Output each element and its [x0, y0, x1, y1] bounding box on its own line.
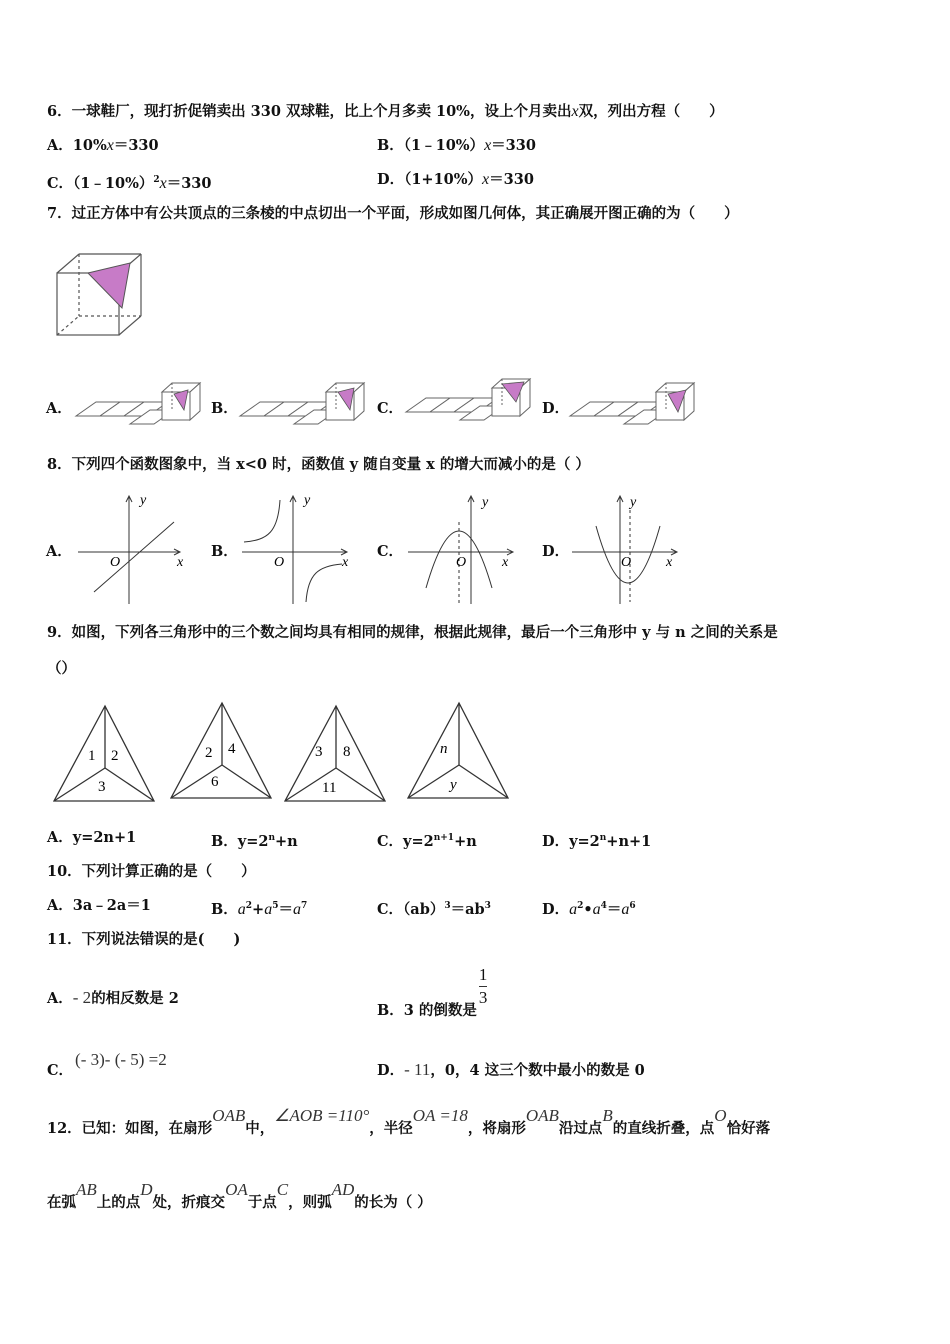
q7-option-b[interactable]: B． — [211, 400, 238, 417]
q10-stem: 10．下列计算正确的是（ ） — [47, 863, 256, 880]
q7-option-c[interactable]: C． — [377, 400, 404, 417]
q9-t3-right: 8 — [343, 744, 351, 760]
q9-t4-left: n — [440, 741, 448, 757]
q9-t1-left: 1 — [88, 748, 96, 764]
q8-option-c[interactable]: C． — [377, 543, 404, 560]
q8-graph-a — [74, 492, 194, 607]
q11-option-a[interactable]: A．- 2的相反数是 2 — [47, 988, 179, 1007]
q8-d-origin: O — [621, 555, 632, 570]
q9-t3-bottom: 11 — [322, 780, 337, 796]
q8-option-a[interactable]: A． — [46, 543, 72, 560]
q7-option-d[interactable]: D． — [542, 400, 570, 417]
q8-b-origin: O — [274, 555, 285, 570]
q8-graph-c — [404, 492, 524, 607]
q6-stem: 6．一球鞋厂，现打折促销卖出 330 双球鞋，比上个月多卖 10%，设上个月卖出x双，列出方程（ ） — [47, 103, 724, 120]
q12-stem-line1: 12．已知：如图，在扇形OAB中，∠AOB =110°，半径OA =18，将扇形OAB沿过点B的直线折叠，点O恰好落 — [47, 1106, 771, 1137]
q9-t3-left: 3 — [315, 744, 323, 760]
q8-c-x-label: x — [502, 555, 509, 570]
q10-option-a[interactable]: A．3a﹣2a＝1 — [47, 897, 151, 914]
q6-option-c[interactable]: C．（1﹣10%）$^2$x＝330 — [47, 175, 212, 192]
q9-t2-left: 2 — [205, 745, 213, 761]
q7-net-d — [568, 380, 698, 435]
q6-option-a[interactable]: A．10%x＝330 — [47, 137, 159, 154]
q7-net-c — [404, 376, 534, 431]
q9-triangle-4 — [404, 697, 514, 807]
q9-t1-bottom: 3 — [98, 779, 106, 795]
q6-option-b[interactable]: B．（1﹣10%）x＝330 — [377, 137, 536, 154]
q12-stem-line2: 在弧AB上的点D处，折痕交OA于点C，则弧AD的长为（ ） — [47, 1180, 432, 1211]
q11-option-b[interactable]: B．3 的倒数是 $\frac{1}{3}$ — [377, 965, 488, 1019]
q7-net-a — [74, 380, 204, 435]
q9-t2-bottom: 6 — [211, 774, 219, 790]
q11-option-d[interactable]: D．- 11，0，4 这三个数中最小的数是 0 — [377, 1060, 645, 1079]
q8-b-y-label: y — [304, 493, 311, 508]
q9-triangle-1 — [50, 700, 160, 810]
q9-t2-right: 4 — [228, 741, 236, 757]
q6-option-d[interactable]: D．（1+10%）x＝330 — [377, 171, 534, 188]
q8-c-y-label: y — [482, 495, 489, 510]
q11-option-c[interactable]: C．(- 3)- (- 5) =2 — [47, 1050, 167, 1079]
q8-a-y-label: y — [140, 493, 147, 508]
q9-triangle-3 — [281, 700, 391, 810]
q9-triangle-2 — [167, 697, 277, 807]
q9-option-d[interactable]: D．$y=2^n+n+1$ — [542, 833, 652, 850]
q10-option-d[interactable]: D．$a^2•a^4=a^6$ — [542, 901, 636, 918]
q8-a-x-label: x — [177, 555, 184, 570]
q8-d-y-label: y — [630, 495, 637, 510]
q8-b-x-label: x — [342, 555, 349, 570]
q9-option-b[interactable]: B．$y=2^n+n$ — [211, 833, 298, 850]
q11-stem: 11．下列说法错误的是( ) — [47, 931, 241, 948]
q7-option-a[interactable]: A． — [46, 400, 72, 417]
q9-option-a[interactable]: A．y=2n+1 — [47, 829, 137, 846]
q8-option-b[interactable]: B． — [211, 543, 238, 560]
q8-a-origin: O — [110, 555, 121, 570]
q7-stem: 7．过正方体中有公共顶点的三条棱的中点切出一个平面，形成如图几何体，其正确展开图正确的为（ ） — [47, 205, 739, 222]
q8-graph-b — [238, 492, 358, 607]
q8-graph-d — [568, 492, 688, 607]
q10-option-c[interactable]: C．$(ab)^3=ab^3$ — [377, 901, 491, 918]
q9-stem: 9．如图，下列各三角形中的三个数之间均具有相同的规律，根据此规律，最后一个三角形中 y 与 n 之间的关系是 — [47, 624, 778, 641]
q8-stem: 8．下列四个函数图象中，当 x<0 时，函数值 y 随自变量 x 的增大而减小的是（ ） — [47, 456, 590, 473]
q10-option-b[interactable]: B．$a^2+a^5=a^7$ — [211, 901, 308, 918]
q8-c-origin: O — [456, 555, 467, 570]
q9-t1-right: 2 — [111, 748, 119, 764]
q9-option-c[interactable]: C．$y=2^{n+1}+n$ — [377, 833, 477, 850]
q8-option-d[interactable]: D． — [542, 543, 570, 560]
q7-main-figure — [52, 248, 152, 348]
q9-t4-bottom: y — [450, 777, 457, 793]
q9-stem-line2: （） — [47, 660, 76, 677]
q7-net-b — [238, 380, 368, 435]
q8-d-x-label: x — [666, 555, 673, 570]
